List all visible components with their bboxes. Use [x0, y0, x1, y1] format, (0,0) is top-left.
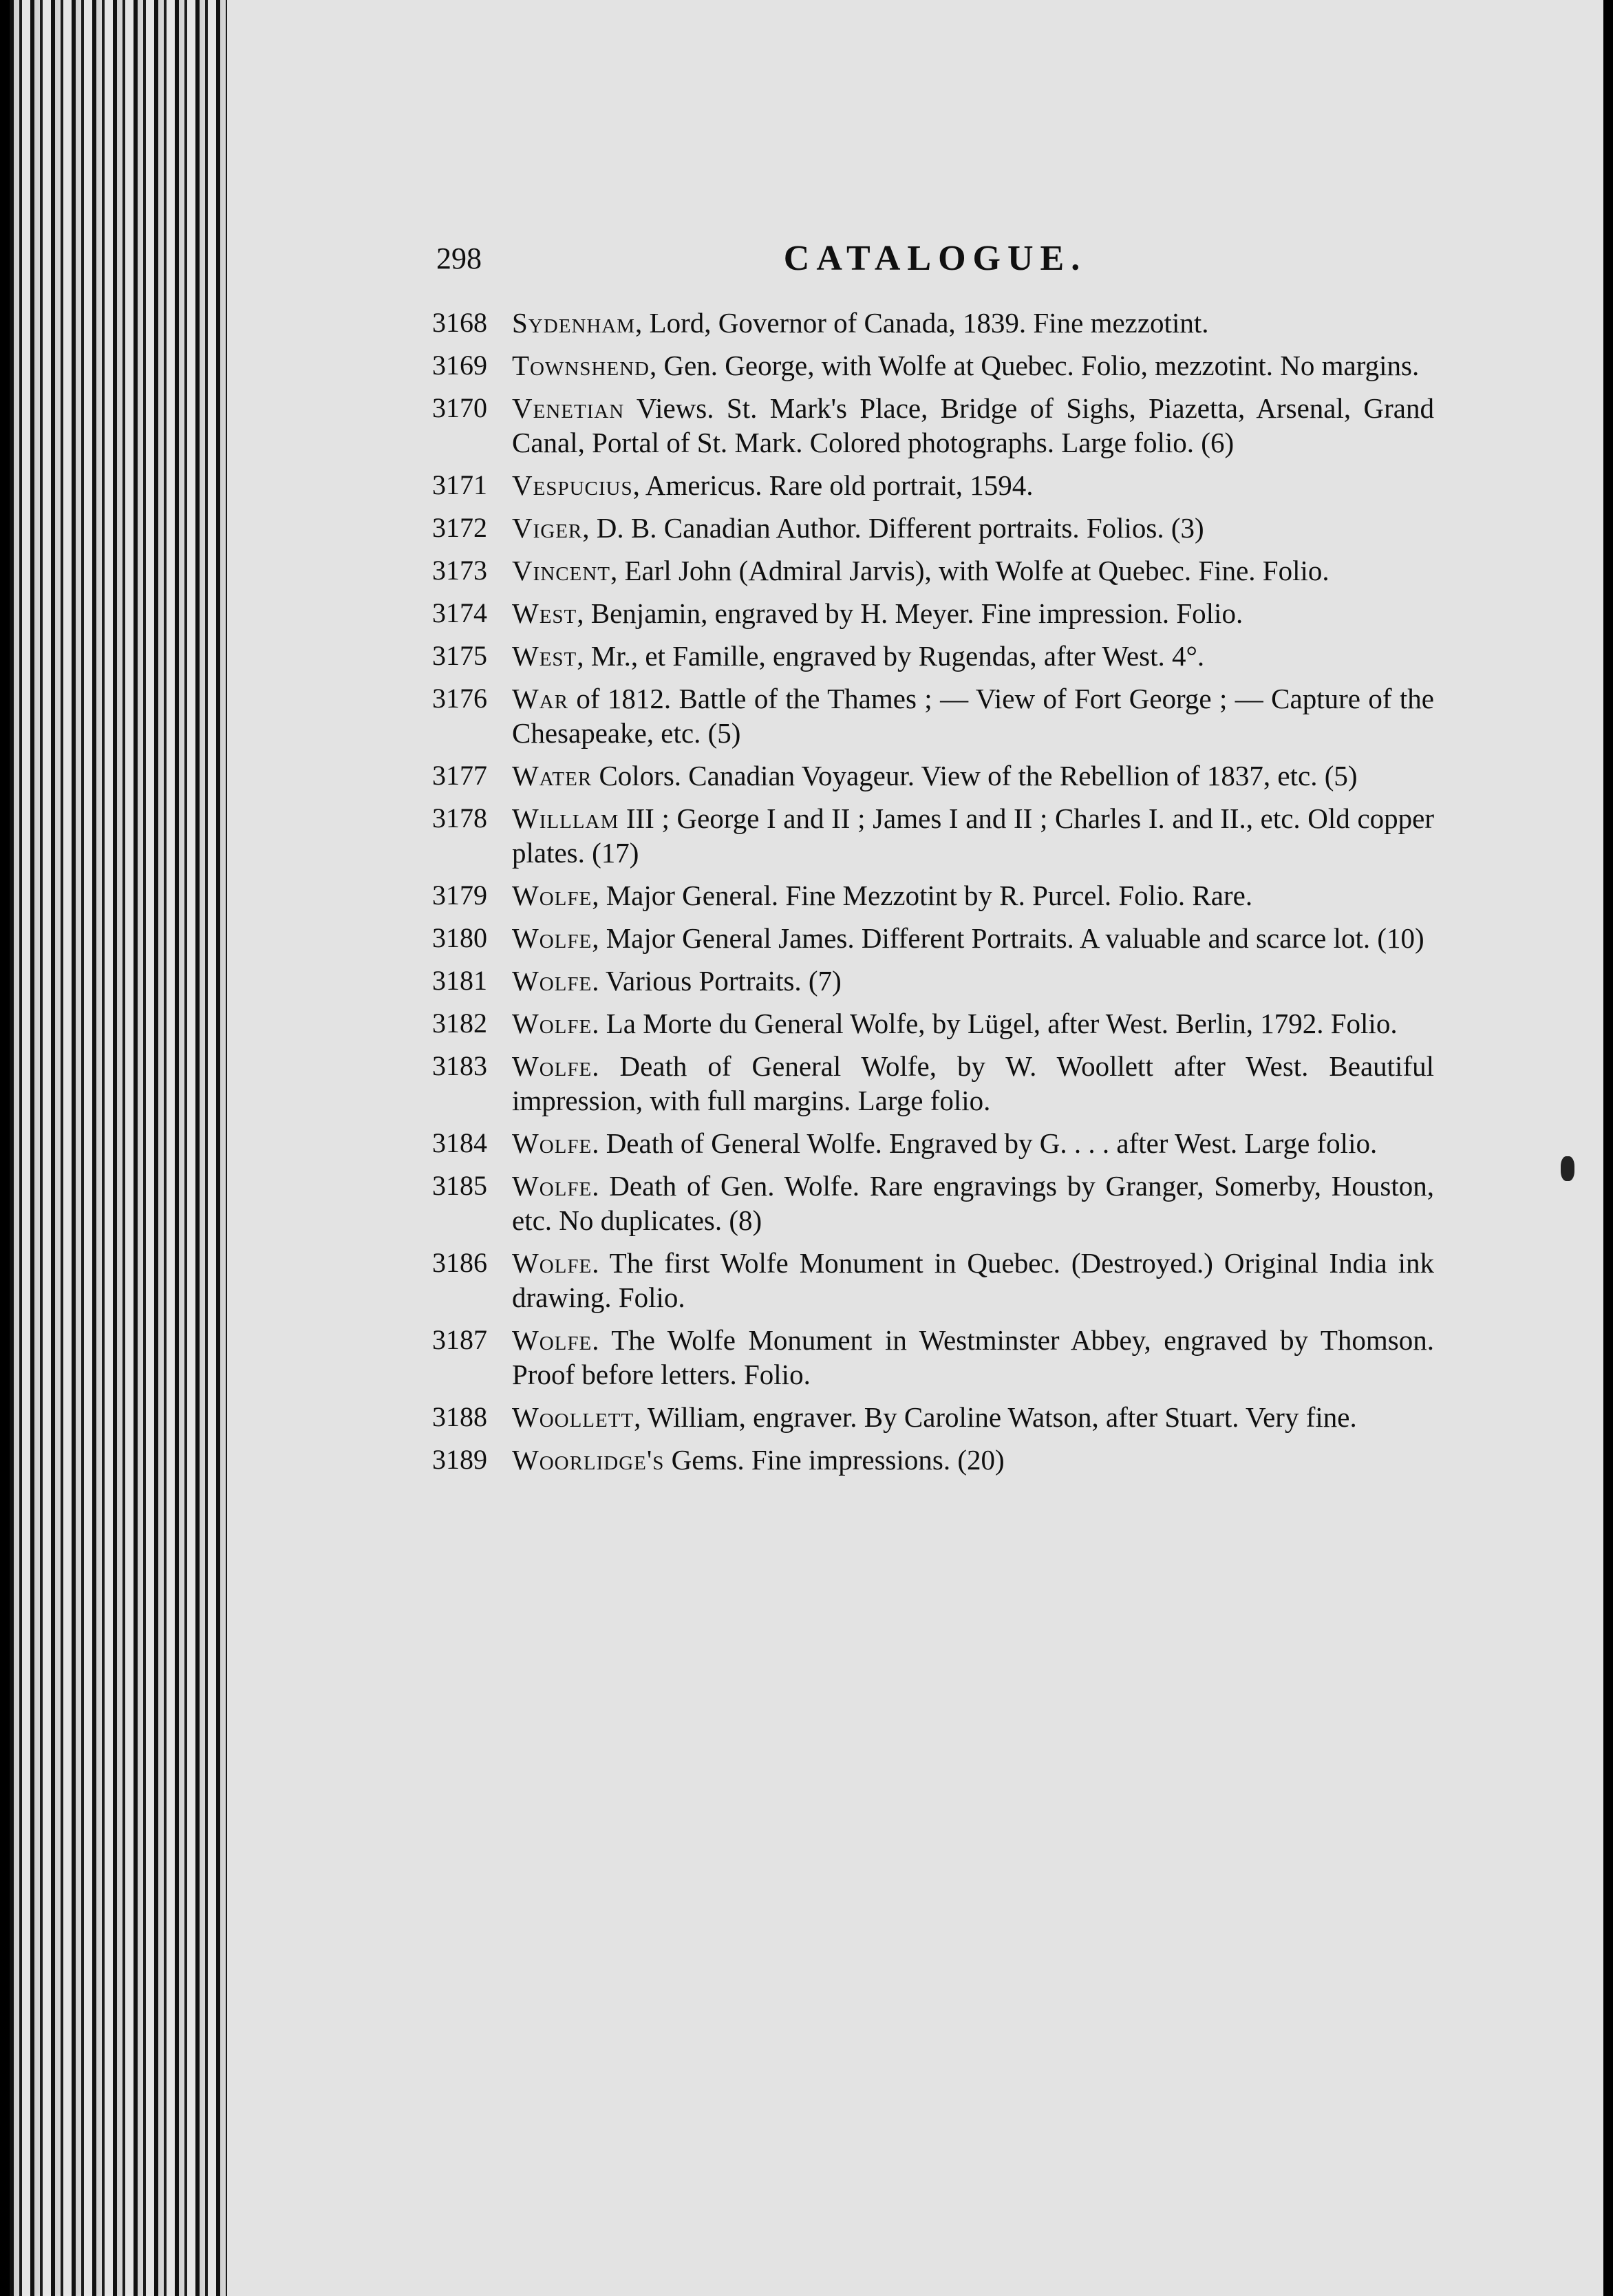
entry-description: . Death of General Wolfe. Engraved by G. . . . after West. Large folio.: [592, 1127, 1378, 1159]
entry-name: Water: [512, 760, 592, 791]
catalogue-entry: [432, 596, 1434, 630]
entry-name: Wolfe: [512, 1170, 592, 1202]
catalogue-entry: [432, 1049, 1434, 1118]
entry-description: Gems. Fine impressions. (20): [664, 1444, 1005, 1476]
entry-description: , Americus. Rare old portrait, 1594.: [632, 469, 1034, 501]
catalogue-entry: [432, 468, 1434, 502]
entry-number: 3173: [432, 555, 487, 586]
entry-description: , D. B. Canadian Author. Different portraits. Folios. (3): [582, 512, 1204, 544]
entry-name: Wolfe: [512, 1050, 592, 1082]
page-number: 298: [436, 242, 482, 275]
entry-description: . The first Wolfe Monument in Quebec. (Destroyed.) Original India ink drawing. Folio.: [512, 1247, 1434, 1313]
entry-number: 3177: [432, 760, 487, 791]
entry-number: 3181: [432, 965, 487, 996]
entry-name: Woorlidge's: [512, 1444, 665, 1476]
entry-number: 3169: [432, 350, 487, 381]
entry-description: , Major General James. Different Portraits. A valuable and scarce lot. (10): [592, 922, 1424, 954]
catalogue-entry: [432, 801, 1434, 870]
entry-name: Sydenham: [512, 307, 636, 339]
entry-description: . The Wolfe Monument in Westminster Abbey, engraved by Thomson. Proof before letters. Folio.: [512, 1324, 1434, 1390]
running-head: [436, 241, 1434, 289]
entry-number: 3168: [432, 307, 487, 338]
entry-number: 3178: [432, 802, 487, 833]
entry-description: , Benjamin, engraved by H. Meyer. Fine impression. Folio.: [577, 597, 1243, 629]
entry-name: Wolfe: [512, 1127, 592, 1159]
catalogue-entry: [432, 878, 1434, 913]
entry-number: 3175: [432, 640, 487, 671]
catalogue-entries: [432, 306, 1434, 1477]
entry-name: West: [512, 597, 577, 629]
catalogue-entry: [432, 921, 1434, 955]
catalogue-entry: [432, 306, 1434, 340]
entry-description: , Mr., et Famille, engraved by Rugendas, after West. 4°.: [577, 640, 1205, 672]
catalogue-entry: [432, 1246, 1434, 1315]
catalogue-entry: [432, 391, 1434, 460]
entry-number: 3171: [432, 469, 487, 500]
entry-name: Woollett: [512, 1401, 634, 1433]
book-page-edges: [10, 0, 230, 2296]
entry-description: , Gen. George, with Wolfe at Quebec. Folio, mezzotint. No margins.: [649, 350, 1420, 381]
entry-name: Wolfe: [512, 1247, 592, 1279]
entry-description: . Death of Gen. Wolfe. Rare engravings by Granger, Somerby, Houston, etc. No duplicates. (8): [512, 1170, 1434, 1236]
entry-description: , Earl John (Admiral Jarvis), with Wolfe at Quebec. Fine. Folio.: [610, 555, 1329, 586]
catalogue-entry: [432, 1006, 1434, 1041]
catalogue-entry: [432, 1443, 1434, 1477]
entry-number: 3189: [432, 1444, 487, 1475]
entry-description: , Major General. Fine Mezzotint by R. Purcel. Folio. Rare.: [592, 880, 1253, 911]
catalogue-entry: [432, 1169, 1434, 1237]
entry-description: . Death of General Wolfe, by W. Woollett after West. Beautiful impression, with full margins. Large folio.: [512, 1050, 1434, 1116]
entry-description: III ; George I and II ; James I and II ; Charles I. and II., etc. Old copper plates. (17): [512, 802, 1434, 869]
catalogue-entry: [432, 1400, 1434, 1434]
entry-number: 3176: [432, 683, 487, 714]
entry-number: 3188: [432, 1401, 487, 1432]
catalogue-entry: [432, 639, 1434, 673]
catalogue-entry: [432, 553, 1434, 588]
entry-number: 3187: [432, 1324, 487, 1355]
entry-number: 3186: [432, 1247, 487, 1278]
entry-description: . La Morte du General Wolfe, by Lügel, after West. Berlin, 1792. Folio.: [592, 1008, 1398, 1039]
entry-number: 3179: [432, 880, 487, 911]
entry-name: Townshend: [512, 350, 650, 381]
entry-number: 3172: [432, 512, 487, 543]
entry-number: 3180: [432, 922, 487, 953]
entry-description: Colors. Canadian Voyageur. View of the Rebellion of 1837, etc. (5): [592, 760, 1358, 791]
catalogue-entry: [432, 1323, 1434, 1392]
entry-name: Vincent: [512, 555, 610, 586]
entry-description: , William, engraver. By Caroline Watson, after Stuart. Very fine.: [634, 1401, 1357, 1433]
entry-description: . Various Portraits. (7): [592, 965, 842, 997]
entry-number: 3184: [432, 1127, 487, 1158]
catalogue-entry: [432, 681, 1434, 750]
entry-name: Willlam: [512, 802, 619, 834]
entry-description: , Lord, Governor of Canada, 1839. Fine mezzotint.: [635, 307, 1209, 339]
entry-name: Wolfe: [512, 880, 592, 911]
entry-description: Views. St. Mark's Place, Bridge of Sighs, Piazetta, Arsenal, Grand Canal, Portal of St. Mark. Colored photographs. Large folio. (6): [512, 392, 1434, 458]
entry-name: Viger: [512, 512, 583, 544]
entry-name: Vespucius: [512, 469, 633, 501]
entry-number: 3182: [432, 1008, 487, 1039]
entry-name: Wolfe: [512, 1008, 592, 1039]
entry-name: War: [512, 683, 568, 714]
entry-number: 3183: [432, 1050, 487, 1081]
page-text-block: [432, 239, 1434, 1485]
entry-number: 3185: [432, 1170, 487, 1201]
entry-name: West: [512, 640, 577, 672]
catalogue-entry: [432, 348, 1434, 383]
page-title: CATALOGUE.: [783, 239, 1087, 278]
entry-number: 3174: [432, 597, 487, 628]
entry-name: Venetian: [512, 392, 625, 424]
entry-description: of 1812. Battle of the Thames ; — View of Fort George ; — Capture of the Chesapeake, etc. (5): [512, 683, 1434, 749]
catalogue-entry: [432, 1126, 1434, 1160]
entry-name: Wolfe: [512, 1324, 592, 1356]
scan-mark: [1561, 1156, 1574, 1181]
catalogue-entry: [432, 964, 1434, 998]
entry-name: Wolfe: [512, 922, 592, 954]
entry-number: 3170: [432, 392, 487, 423]
entry-name: Wolfe: [512, 965, 592, 997]
catalogue-entry: [432, 758, 1434, 793]
catalogue-entry: [432, 511, 1434, 545]
